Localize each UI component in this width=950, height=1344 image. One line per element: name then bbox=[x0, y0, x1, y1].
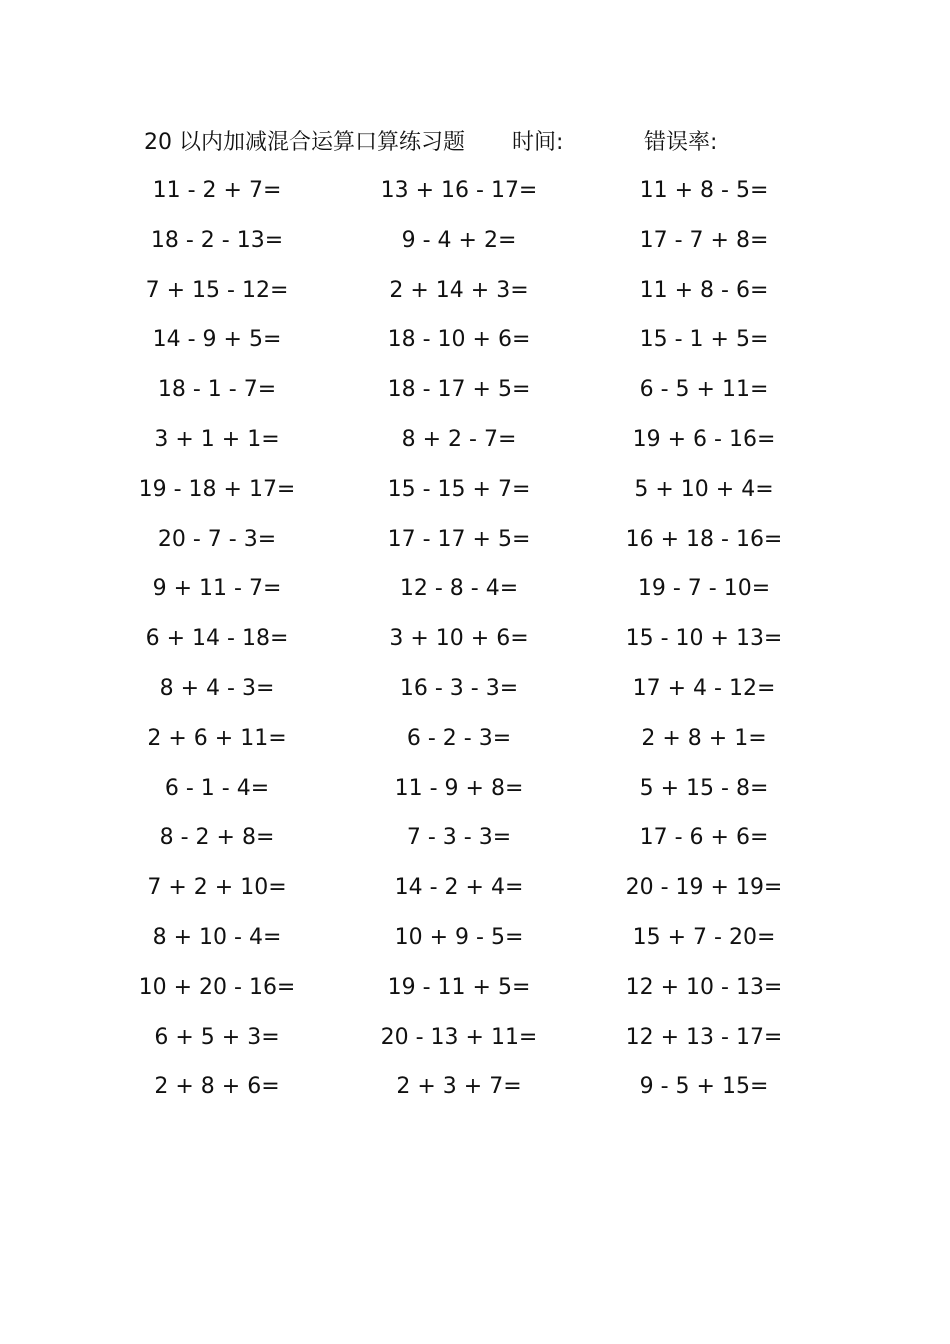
problem-row bbox=[0, 523, 950, 573]
problem-grid bbox=[0, 174, 950, 1120]
problem-row bbox=[0, 323, 950, 373]
arithmetic-problem: 7 + 15 - 12= bbox=[145, 277, 289, 303]
arithmetic-problem: 9 - 5 + 15= bbox=[639, 1074, 769, 1100]
arithmetic-problem: 12 - 8 - 4= bbox=[399, 576, 519, 602]
problem-row bbox=[0, 921, 950, 971]
error-rate-label: 错误率: bbox=[644, 130, 718, 155]
arithmetic-problem: 11 + 8 - 6= bbox=[639, 277, 769, 303]
problem-row bbox=[0, 1070, 950, 1120]
arithmetic-problem: 7 + 2 + 10= bbox=[147, 875, 287, 901]
arithmetic-problem: 10 + 9 - 5= bbox=[394, 924, 524, 950]
arithmetic-problem: 9 - 4 + 2= bbox=[401, 227, 517, 253]
problem-row bbox=[0, 373, 950, 423]
arithmetic-problem: 16 - 3 - 3= bbox=[399, 675, 519, 701]
worksheet-header bbox=[0, 126, 950, 160]
time-label: 时间: bbox=[512, 130, 564, 155]
arithmetic-problem: 9 + 11 - 7= bbox=[152, 576, 282, 602]
arithmetic-problem: 19 - 7 - 10= bbox=[637, 576, 771, 602]
arithmetic-problem: 18 - 2 - 13= bbox=[150, 227, 284, 253]
arithmetic-problem: 18 - 1 - 7= bbox=[157, 377, 277, 403]
arithmetic-problem: 17 - 6 + 6= bbox=[639, 825, 769, 851]
arithmetic-problem: 19 - 11 + 5= bbox=[387, 974, 531, 1000]
problem-row bbox=[0, 722, 950, 772]
problem-row bbox=[0, 224, 950, 274]
problem-row bbox=[0, 871, 950, 921]
arithmetic-problem: 16 + 18 - 16= bbox=[625, 526, 783, 552]
arithmetic-problem: 15 + 7 - 20= bbox=[632, 924, 776, 950]
arithmetic-problem: 20 - 13 + 11= bbox=[380, 1024, 538, 1050]
arithmetic-problem: 2 + 8 + 1= bbox=[641, 725, 767, 751]
arithmetic-problem: 2 + 8 + 6= bbox=[154, 1074, 280, 1100]
problem-row bbox=[0, 971, 950, 1021]
arithmetic-problem: 13 + 16 - 17= bbox=[380, 178, 538, 203]
arithmetic-problem: 11 + 8 - 5= bbox=[639, 178, 769, 203]
problem-row bbox=[0, 423, 950, 473]
arithmetic-problem: 6 + 14 - 18= bbox=[145, 626, 289, 652]
arithmetic-problem: 3 + 1 + 1= bbox=[154, 426, 280, 452]
arithmetic-problem: 14 - 9 + 5= bbox=[152, 327, 282, 353]
problem-row bbox=[0, 473, 950, 523]
arithmetic-problem: 8 + 2 - 7= bbox=[401, 426, 517, 452]
arithmetic-problem: 11 - 9 + 8= bbox=[394, 775, 524, 801]
arithmetic-problem: 11 - 2 + 7= bbox=[152, 178, 282, 203]
arithmetic-problem: 12 + 10 - 13= bbox=[625, 974, 783, 1000]
arithmetic-problem: 17 - 17 + 5= bbox=[387, 526, 531, 552]
arithmetic-problem: 6 - 5 + 11= bbox=[639, 377, 769, 403]
arithmetic-problem: 5 + 15 - 8= bbox=[639, 775, 769, 801]
arithmetic-problem: 17 - 7 + 8= bbox=[639, 227, 769, 253]
arithmetic-problem: 10 + 20 - 16= bbox=[138, 974, 296, 1000]
arithmetic-problem: 2 + 6 + 11= bbox=[147, 725, 287, 751]
problem-row bbox=[0, 174, 950, 224]
arithmetic-problem: 18 - 10 + 6= bbox=[387, 327, 531, 353]
problem-row bbox=[0, 274, 950, 324]
arithmetic-problem: 5 + 10 + 4= bbox=[634, 476, 774, 502]
arithmetic-problem: 14 - 2 + 4= bbox=[394, 875, 524, 901]
arithmetic-problem: 7 - 3 - 3= bbox=[406, 825, 512, 851]
worksheet-title: 20 以内加减混合运算口算练习题 bbox=[144, 130, 465, 155]
arithmetic-problem: 2 + 3 + 7= bbox=[396, 1074, 522, 1100]
arithmetic-problem: 15 - 1 + 5= bbox=[639, 327, 769, 353]
arithmetic-problem: 15 - 10 + 13= bbox=[625, 626, 783, 652]
arithmetic-problem: 6 - 1 - 4= bbox=[164, 775, 270, 801]
arithmetic-problem: 19 + 6 - 16= bbox=[632, 426, 776, 452]
problem-row bbox=[0, 622, 950, 672]
problem-row bbox=[0, 772, 950, 822]
arithmetic-problem: 15 - 15 + 7= bbox=[387, 476, 531, 502]
problem-row bbox=[0, 1021, 950, 1071]
arithmetic-problem: 20 - 7 - 3= bbox=[157, 526, 277, 552]
arithmetic-problem: 20 - 19 + 19= bbox=[625, 875, 783, 901]
arithmetic-problem: 8 + 10 - 4= bbox=[152, 924, 282, 950]
arithmetic-problem: 8 + 4 - 3= bbox=[159, 675, 275, 701]
arithmetic-problem: 2 + 14 + 3= bbox=[389, 277, 529, 303]
arithmetic-problem: 6 + 5 + 3= bbox=[154, 1024, 280, 1050]
arithmetic-problem: 12 + 13 - 17= bbox=[625, 1024, 783, 1050]
arithmetic-problem: 3 + 10 + 6= bbox=[389, 626, 529, 652]
arithmetic-problem: 17 + 4 - 12= bbox=[632, 675, 776, 701]
arithmetic-problem: 19 - 18 + 17= bbox=[138, 476, 296, 502]
problem-row bbox=[0, 821, 950, 871]
arithmetic-problem: 8 - 2 + 8= bbox=[159, 825, 275, 851]
problem-row bbox=[0, 672, 950, 722]
problem-row bbox=[0, 572, 950, 622]
arithmetic-problem: 18 - 17 + 5= bbox=[387, 377, 531, 403]
arithmetic-problem: 6 - 2 - 3= bbox=[406, 725, 512, 751]
